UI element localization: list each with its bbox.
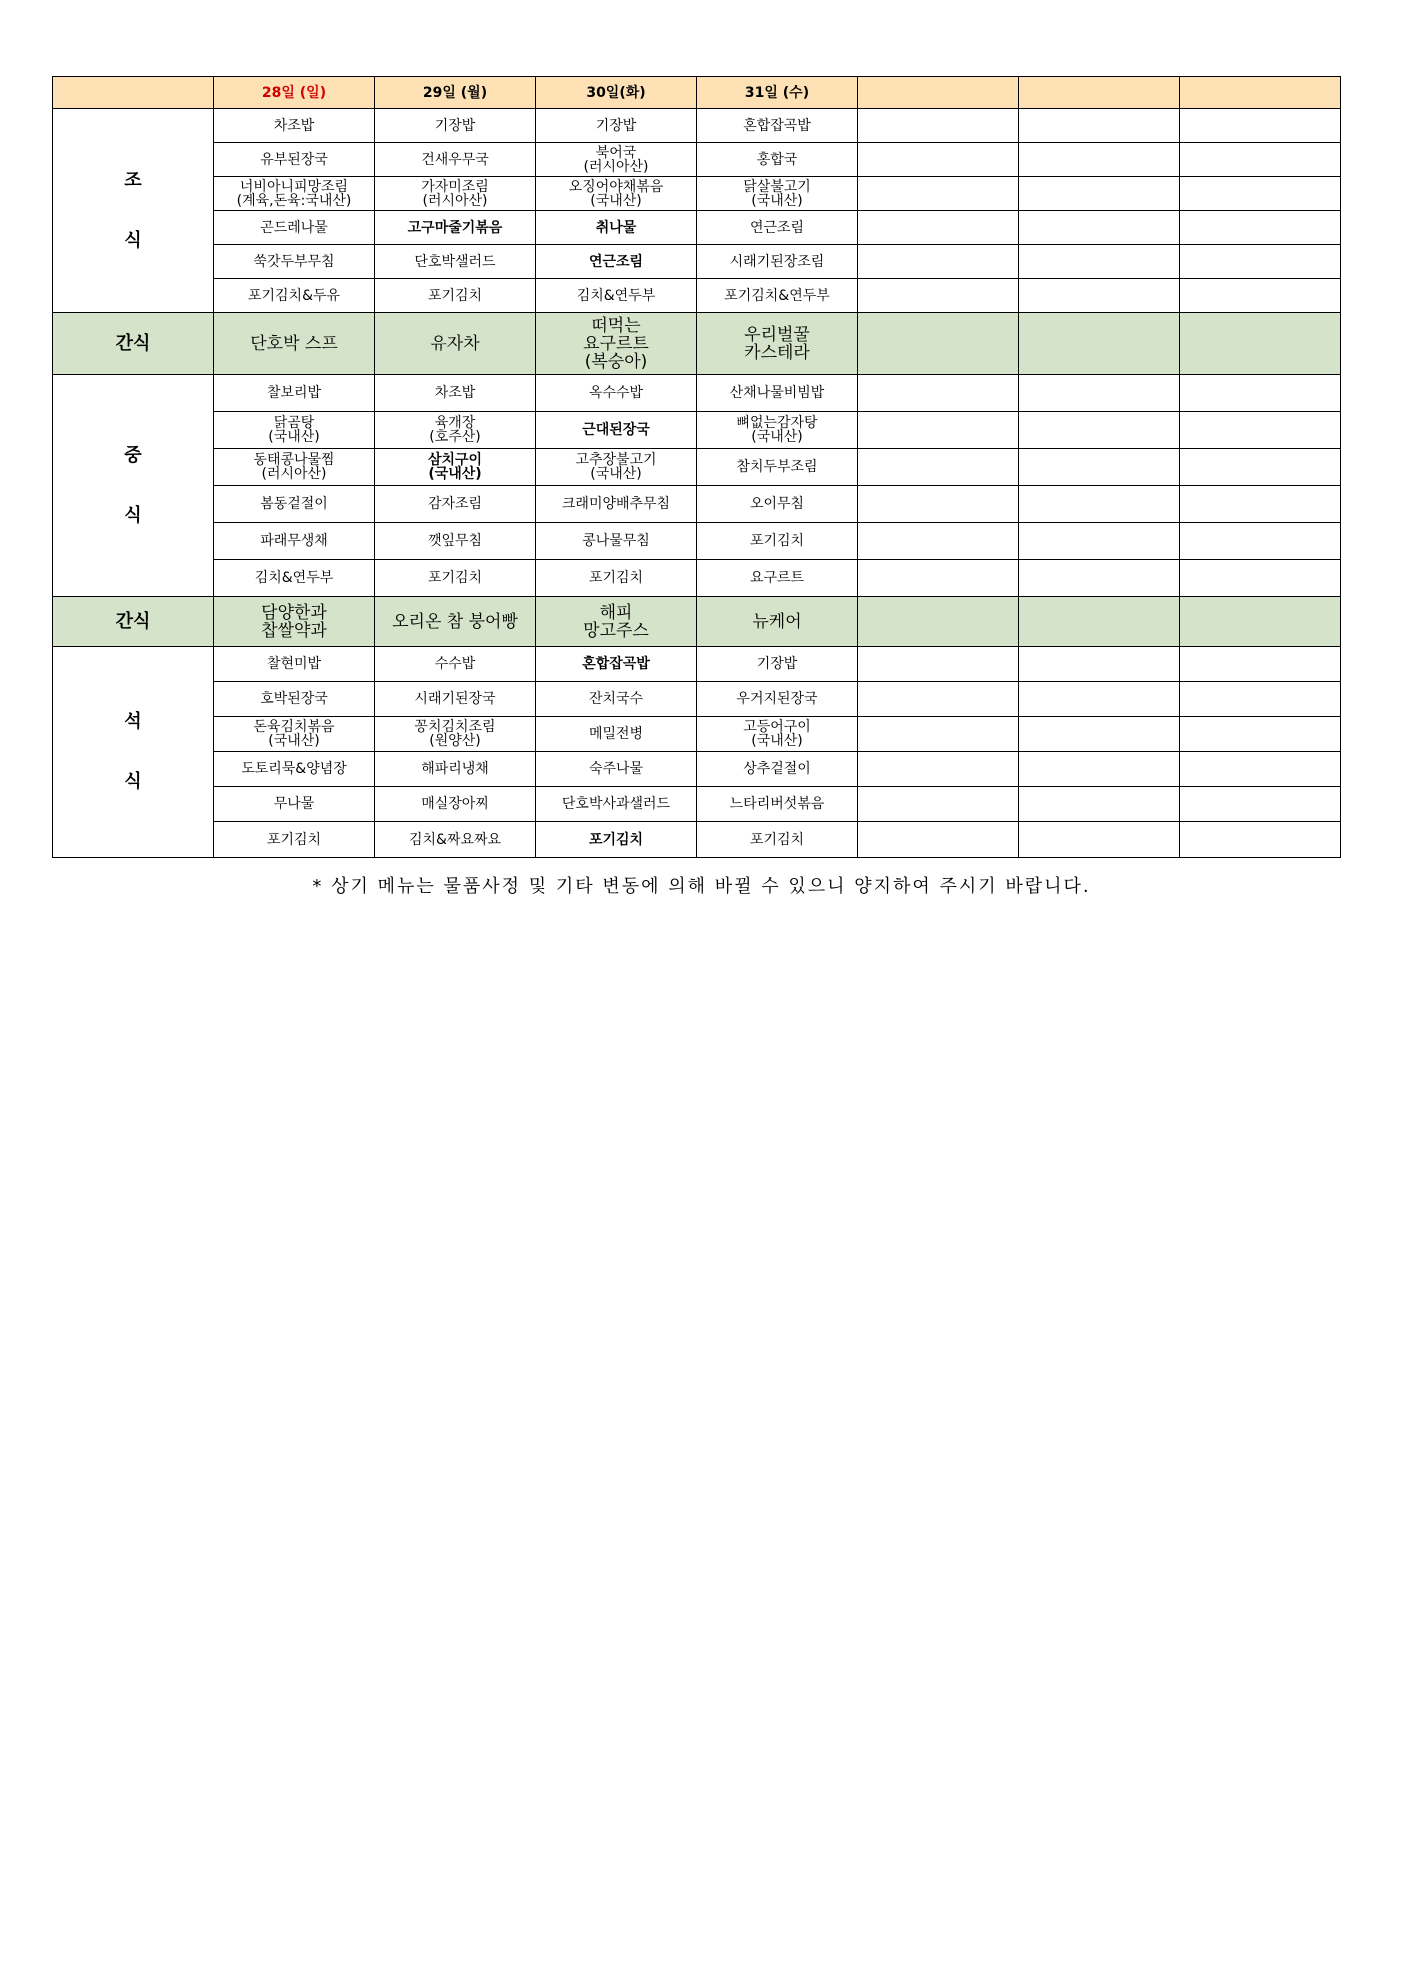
menu-cell: 혼합잡곡밥: [536, 647, 697, 682]
menu-cell: 메밀전병: [536, 717, 697, 752]
menu-cell: 연근조림: [697, 211, 858, 245]
empty-cell: [858, 211, 1019, 245]
empty-cell: [858, 313, 1019, 375]
menu-cell: 곤드레나물: [214, 211, 375, 245]
menu-cell: 꽁치김치조림 (원양산): [375, 717, 536, 752]
empty-cell: [1180, 177, 1341, 211]
menu-cell: 차조밥: [375, 375, 536, 412]
menu-cell: 도토리묵&양념장: [214, 752, 375, 787]
snack-cell: 해피 망고주스: [536, 597, 697, 647]
menu-cell: 고등어구이 (국내산): [697, 717, 858, 752]
empty-cell: [1180, 143, 1341, 177]
menu-cell: 닭곰탕 (국내산): [214, 412, 375, 449]
empty-cell: [858, 486, 1019, 523]
menu-cell: 감자조림: [375, 486, 536, 523]
empty-cell: [858, 560, 1019, 597]
menu-cell: 우거지된장국: [697, 682, 858, 717]
menu-cell: 취나물: [536, 211, 697, 245]
menu-row: [53, 449, 1341, 486]
menu-row: [53, 109, 1341, 143]
menu-cell: 오징어야채볶음 (국내산): [536, 177, 697, 211]
menu-cell: 무나물: [214, 787, 375, 822]
empty-cell: [858, 647, 1019, 682]
menu-cell: 포기김치: [697, 822, 858, 858]
snack-cell: 떠먹는 요구르트 (복숭아): [536, 313, 697, 375]
menu-row: [53, 177, 1341, 211]
menu-row: [53, 523, 1341, 560]
menu-row: [53, 486, 1341, 523]
menu-cell: 쑥갓두부무침: [214, 245, 375, 279]
empty-cell: [1019, 486, 1180, 523]
header-day: [1180, 77, 1341, 109]
empty-cell: [858, 523, 1019, 560]
menu-cell: 가자미조림 (러시아산): [375, 177, 536, 211]
menu-cell: 김치&연두부: [214, 560, 375, 597]
empty-cell: [858, 143, 1019, 177]
menu-cell: 깻잎무침: [375, 523, 536, 560]
menu-row: [53, 647, 1341, 682]
menu-change-notice: * 상기 메뉴는 물품사정 및 기타 변동에 의해 바뀔 수 있으니 양지하여 주시기 바랍니다.: [312, 876, 1091, 897]
empty-cell: [1019, 279, 1180, 313]
empty-cell: [858, 177, 1019, 211]
menu-cell: 너비아니피망조림 (계육,돈육:국내산): [214, 177, 375, 211]
empty-cell: [858, 787, 1019, 822]
menu-cell: 북어국 (러시아산): [536, 143, 697, 177]
menu-cell: 참치두부조림: [697, 449, 858, 486]
empty-cell: [1180, 211, 1341, 245]
menu-cell: 포기김치: [375, 279, 536, 313]
empty-cell: [1180, 449, 1341, 486]
menu-cell: 산채나물비빔밥: [697, 375, 858, 412]
empty-cell: [1019, 682, 1180, 717]
menu-row: [53, 279, 1341, 313]
menu-cell: 포기김치&두유: [214, 279, 375, 313]
menu-cell: 연근조림: [536, 245, 697, 279]
menu-cell: 고구마줄기볶음: [375, 211, 536, 245]
menu-cell: 포기김치: [375, 560, 536, 597]
empty-cell: [1180, 682, 1341, 717]
menu-cell: 유부된장국: [214, 143, 375, 177]
snack-row: [53, 313, 1341, 375]
empty-cell: [1180, 375, 1341, 412]
empty-cell: [858, 412, 1019, 449]
breakfast-label: 조 식: [53, 109, 214, 313]
menu-cell: 시래기된장조림: [697, 245, 858, 279]
menu-cell: 찰보리밥: [214, 375, 375, 412]
header-day: 28일 (일): [214, 77, 375, 109]
snack-label: 간식: [53, 313, 214, 375]
menu-cell: 차조밥: [214, 109, 375, 143]
lunch-label: 중 식: [53, 375, 214, 597]
empty-cell: [1019, 647, 1180, 682]
header-day: 31일 (수): [697, 77, 858, 109]
empty-cell: [858, 752, 1019, 787]
snack-cell: 오리온 참 붕어빵: [375, 597, 536, 647]
menu-cell: 포기김치: [536, 560, 697, 597]
menu-cell: 해파리냉채: [375, 752, 536, 787]
menu-cell: 건새우무국: [375, 143, 536, 177]
empty-cell: [858, 449, 1019, 486]
snack-label: 간식: [53, 597, 214, 647]
menu-cell: 수수밥: [375, 647, 536, 682]
snack-cell: 유자차: [375, 313, 536, 375]
empty-cell: [1019, 375, 1180, 412]
menu-cell: 요구르트: [697, 560, 858, 597]
menu-row: [53, 682, 1341, 717]
menu-row: [53, 143, 1341, 177]
empty-cell: [1019, 597, 1180, 647]
empty-cell: [1180, 560, 1341, 597]
empty-cell: [858, 822, 1019, 858]
menu-cell: 기장밥: [536, 109, 697, 143]
menu-cell: 돈육김치볶음 (국내산): [214, 717, 375, 752]
menu-cell: 느타리버섯볶음: [697, 787, 858, 822]
menu-cell: 근대된장국: [536, 412, 697, 449]
snack-cell: 뉴케어: [697, 597, 858, 647]
empty-cell: [1019, 787, 1180, 822]
empty-cell: [1180, 486, 1341, 523]
menu-row: [53, 375, 1341, 412]
menu-cell: 닭살불고기 (국내산): [697, 177, 858, 211]
menu-row: [53, 787, 1341, 822]
empty-cell: [1019, 523, 1180, 560]
menu-cell: 단호박사과샐러드: [536, 787, 697, 822]
empty-cell: [1019, 822, 1180, 858]
menu-cell: 홍합국: [697, 143, 858, 177]
empty-cell: [1019, 177, 1180, 211]
snack-row: [53, 597, 1341, 647]
menu-row: [53, 412, 1341, 449]
empty-cell: [1019, 245, 1180, 279]
menu-cell: 포기김치&연두부: [697, 279, 858, 313]
empty-cell: [1180, 787, 1341, 822]
menu-row: [53, 717, 1341, 752]
empty-cell: [1180, 245, 1341, 279]
menu-cell: 매실장아찌: [375, 787, 536, 822]
snack-cell: 우리벌꿀 카스테라: [697, 313, 858, 375]
menu-cell: 고추장불고기 (국내산): [536, 449, 697, 486]
header-day: [858, 77, 1019, 109]
empty-cell: [1180, 822, 1341, 858]
empty-cell: [1019, 313, 1180, 375]
empty-cell: [1180, 597, 1341, 647]
snack-cell: 담양한과 찹쌀약과: [214, 597, 375, 647]
empty-cell: [1180, 752, 1341, 787]
empty-cell: [1180, 109, 1341, 143]
menu-cell: 오이무침: [697, 486, 858, 523]
menu-cell: 파래무생채: [214, 523, 375, 560]
empty-cell: [1019, 752, 1180, 787]
snack-cell: 단호박 스프: [214, 313, 375, 375]
menu-cell: 포기김치: [697, 523, 858, 560]
menu-cell: 동태콩나물찜 (러시아산): [214, 449, 375, 486]
header-day: 30일(화): [536, 77, 697, 109]
empty-cell: [858, 717, 1019, 752]
menu-cell: 콩나물무침: [536, 523, 697, 560]
menu-cell: 김치&연두부: [536, 279, 697, 313]
header-row: [53, 77, 1341, 109]
menu-cell: 숙주나물: [536, 752, 697, 787]
menu-cell: 기장밥: [697, 647, 858, 682]
menu-cell: 삼치구이 (국내산): [375, 449, 536, 486]
empty-cell: [1180, 717, 1341, 752]
menu-cell: 크래미양배추무침: [536, 486, 697, 523]
menu-cell: 김치&짜요짜요: [375, 822, 536, 858]
menu-cell: 시래기된장국: [375, 682, 536, 717]
empty-cell: [1019, 560, 1180, 597]
empty-cell: [1019, 717, 1180, 752]
menu-row: [53, 822, 1341, 858]
menu-cell: 뼈없는감자탕 (국내산): [697, 412, 858, 449]
menu-cell: 단호박샐러드: [375, 245, 536, 279]
empty-cell: [1180, 313, 1341, 375]
menu-cell: 상추겉절이: [697, 752, 858, 787]
empty-cell: [1019, 211, 1180, 245]
empty-cell: [1180, 523, 1341, 560]
header-day: [1019, 77, 1180, 109]
header-day: 29일 (월): [375, 77, 536, 109]
empty-cell: [1019, 109, 1180, 143]
weekly-menu-table: [52, 76, 1341, 858]
empty-cell: [858, 109, 1019, 143]
menu-cell: 기장밥: [375, 109, 536, 143]
empty-cell: [858, 597, 1019, 647]
empty-cell: [1180, 279, 1341, 313]
menu-cell: 호박된장국: [214, 682, 375, 717]
empty-cell: [858, 375, 1019, 412]
menu-cell: 혼합잡곡밥: [697, 109, 858, 143]
menu-cell: 찰현미밥: [214, 647, 375, 682]
menu-cell: 옥수수밥: [536, 375, 697, 412]
empty-cell: [858, 245, 1019, 279]
empty-cell: [1019, 449, 1180, 486]
empty-cell: [858, 682, 1019, 717]
empty-cell: [1019, 412, 1180, 449]
menu-row: [53, 752, 1341, 787]
empty-cell: [1180, 647, 1341, 682]
dinner-label: 석 식: [53, 647, 214, 858]
empty-cell: [1180, 412, 1341, 449]
menu-row: [53, 245, 1341, 279]
menu-row: [53, 560, 1341, 597]
empty-cell: [858, 279, 1019, 313]
empty-cell: [1019, 143, 1180, 177]
header-corner: [53, 77, 214, 109]
menu-cell: 잔치국수: [536, 682, 697, 717]
menu-row: [53, 211, 1341, 245]
menu-cell: 봄동겉절이: [214, 486, 375, 523]
menu-cell: 포기김치: [214, 822, 375, 858]
menu-cell: 포기김치: [536, 822, 697, 858]
menu-cell: 육개장 (호주산): [375, 412, 536, 449]
